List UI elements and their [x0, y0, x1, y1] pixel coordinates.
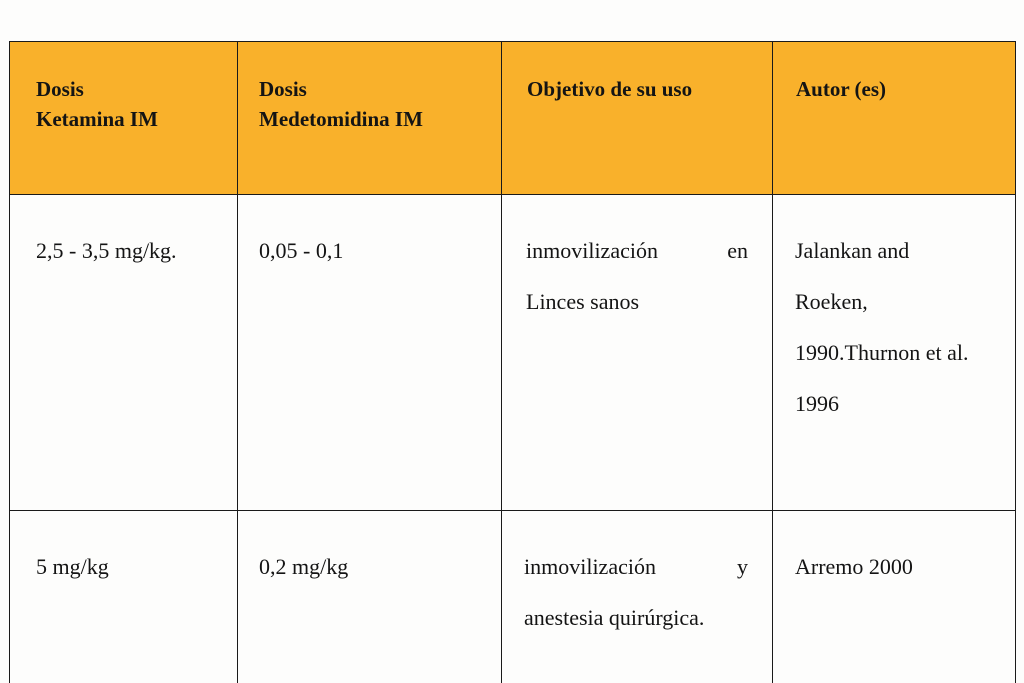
cell-medetomidina-text: 0,05 - 0,1 — [259, 238, 344, 263]
cell-objetivo-word-b: en — [727, 238, 748, 263]
cell-autor — [773, 511, 1016, 683]
header-objetivo-line1: Objetivo de su uso — [527, 77, 693, 101]
cell-ketamina — [10, 195, 238, 511]
cell-objetivo-word-a: inmovilización — [526, 238, 658, 263]
cell-autor — [773, 195, 1016, 511]
cell-objetivo-line2: Linces sanos — [526, 289, 640, 314]
cell-medetomidina — [238, 511, 502, 683]
header-ketamina-line1: Dosis — [36, 77, 84, 101]
cell-autor-line2: Roeken, — [795, 289, 868, 314]
header-autor — [773, 42, 1016, 195]
header-medetomidina-line2: Medetomidina IM — [259, 107, 423, 131]
cell-objetivo — [502, 511, 773, 683]
cell-autor-line1: Jalankan and — [795, 238, 910, 263]
cell-ketamina — [10, 511, 238, 683]
cell-objetivo-line1 — [524, 541, 748, 592]
cell-autor-line3: 1990.Thurnon et al. — [795, 340, 969, 365]
cell-medetomidina-text: 0,2 mg/kg — [259, 554, 349, 579]
header-medetomidina — [238, 42, 502, 195]
cell-autor-line1: Arremo 2000 — [795, 554, 913, 579]
cell-ketamina-text: 2,5 - 3,5 mg/kg. — [36, 238, 177, 263]
cell-medetomidina — [238, 195, 502, 511]
cell-objetivo-word-b: y — [737, 554, 748, 579]
header-autor-line1: Autor (es) — [796, 77, 887, 101]
cell-objetivo-line2: anestesia quirúrgica. — [524, 605, 705, 630]
cell-ketamina-text: 5 mg/kg — [36, 554, 109, 579]
table-row — [10, 195, 1016, 511]
header-ketamina-line2: Ketamina IM — [36, 107, 158, 131]
cell-autor-line4: 1996 — [795, 391, 839, 416]
cell-objetivo — [502, 195, 773, 511]
header-objetivo — [502, 42, 773, 195]
cell-objetivo-word-a: inmovilización — [524, 554, 656, 579]
table-row — [10, 511, 1016, 683]
table-header-row — [10, 42, 1016, 195]
dosage-table — [9, 41, 1016, 683]
header-ketamina — [10, 42, 238, 195]
cell-objetivo-line1 — [526, 225, 748, 276]
header-medetomidina-line1: Dosis — [259, 77, 307, 101]
